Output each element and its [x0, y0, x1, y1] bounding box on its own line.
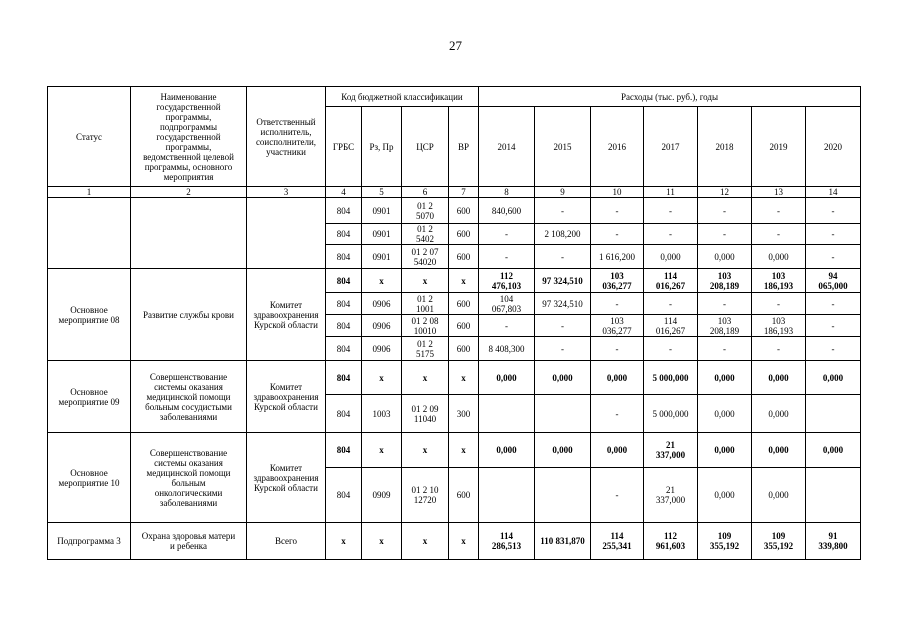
vr-cell: 600	[449, 224, 479, 245]
expense-2020-cell	[806, 361, 861, 395]
expense-2019-value: 0,000	[768, 445, 789, 455]
expense-2015-cell	[535, 269, 591, 293]
expense-2019-cell	[752, 293, 806, 315]
expense-2019-value: 103 186,193	[763, 315, 794, 336]
executor-cell: Комитет здравоохранения Курской области	[247, 361, 326, 433]
expense-2015-cell	[535, 433, 591, 468]
program-name-cell: Развитие службы крови	[131, 269, 247, 361]
expense-2015-cell	[535, 198, 591, 224]
expense-2014-value: 0,000	[496, 372, 517, 383]
rzpr-cell: 1003	[362, 395, 402, 433]
expense-2017-cell	[644, 361, 698, 395]
rzpr-cell: x	[362, 361, 402, 395]
csr-cell	[402, 269, 449, 293]
vr-cell: x	[449, 269, 479, 293]
rzpr-header: Рз, Пр	[362, 107, 402, 187]
csr-code: 01 2 09 11040	[411, 403, 439, 424]
expense-2019-cell	[752, 395, 806, 433]
expense-2018-cell	[698, 523, 752, 560]
expense-2017-value: -	[669, 229, 673, 239]
expense-2017-cell	[644, 198, 698, 224]
expense-2019-cell	[752, 337, 806, 361]
expense-2014-cell	[479, 224, 535, 245]
column-number: 3	[247, 187, 326, 198]
expense-2020-value: -	[831, 298, 835, 309]
vr-cell: 300	[449, 395, 479, 433]
csr-cell	[402, 198, 449, 224]
csr-cell	[402, 337, 449, 361]
grbs-cell: 804	[326, 198, 362, 224]
expense-2016-value: 114 255,341	[602, 531, 632, 551]
column-number: 12	[698, 187, 752, 198]
program-name-cell: Совершенствование системы оказания медицинской помощи больным сосудистыми заболеваниями	[131, 361, 247, 433]
expense-2015-value: 2 108,200	[544, 229, 581, 239]
expense-2019-value: -	[777, 298, 781, 309]
grbs-cell: 804	[326, 433, 362, 468]
expense-2018-cell	[698, 269, 752, 293]
vr-cell: 600	[449, 293, 479, 315]
expense-2018-value: 0,000	[714, 445, 735, 455]
expense-2018-cell	[698, 315, 752, 337]
expense-2016-cell	[591, 269, 644, 293]
expense-2014-value: 840,600	[491, 205, 522, 216]
expense-2020-value: 94 065,000	[818, 270, 848, 291]
expense-2018-cell	[698, 395, 752, 433]
expense-2017-value: 0,000	[660, 251, 681, 262]
executor-header: Ответственный исполнитель, соисполнители, участники	[247, 87, 326, 187]
rzpr-cell: x	[362, 433, 402, 468]
column-number: 11	[644, 187, 698, 198]
expense-2020-cell	[806, 224, 861, 245]
table-body	[48, 198, 861, 560]
year-2020-header: 2020	[806, 107, 861, 187]
column-numbers-row	[48, 187, 861, 198]
year-2019-header: 2019	[752, 107, 806, 187]
csr-code: 01 2 5402	[416, 224, 434, 244]
expense-2017-cell	[644, 269, 698, 293]
expense-2016-value: -	[615, 490, 619, 500]
expenses-header: Расходы (тыс. руб.), годы	[479, 87, 861, 107]
expense-2019-cell	[752, 269, 806, 293]
grbs-cell: x	[326, 523, 362, 560]
grbs-cell: 804	[326, 337, 362, 361]
expense-2017-value: -	[669, 298, 673, 309]
total-row	[48, 523, 861, 560]
expense-2020-value: 0,000	[822, 372, 844, 383]
expense-2019-value: 0,000	[768, 251, 789, 262]
csr-code: x	[422, 372, 428, 383]
column-number: 10	[591, 187, 644, 198]
status-header: Статус	[48, 87, 131, 187]
expense-2017-cell	[644, 395, 698, 433]
rzpr-cell: 0906	[362, 337, 402, 361]
expense-2015-value: 110 831,870	[540, 536, 585, 546]
expense-2020-value: -	[831, 251, 835, 262]
status-cell: Основное мероприятие 08	[48, 269, 131, 361]
year-2014-header: 2014	[479, 107, 535, 187]
expense-2019-value: -	[777, 343, 781, 354]
expense-2015-cell	[535, 361, 591, 395]
year-2016-header: 2016	[591, 107, 644, 187]
expense-2018-value: 0,000	[714, 490, 735, 500]
expense-2014-cell	[479, 361, 535, 395]
expense-2014-value: -	[505, 229, 509, 239]
expense-2016-value: -	[615, 298, 619, 309]
year-2015-header: 2015	[535, 107, 591, 187]
header-row-top	[48, 87, 861, 107]
csr-cell	[402, 245, 449, 269]
expense-2017-value: 112 961,603	[655, 531, 686, 551]
expense-2015-cell	[535, 315, 591, 337]
grbs-cell: 804	[326, 395, 362, 433]
vr-header: ВР	[449, 107, 479, 187]
expense-2020-cell	[806, 269, 861, 293]
expense-2018-cell	[698, 361, 752, 395]
csr-cell	[402, 523, 449, 560]
column-number: 5	[362, 187, 402, 198]
grbs-cell: 804	[326, 224, 362, 245]
status-cell: Основное мероприятие 09	[48, 361, 131, 433]
expense-2015-cell	[535, 293, 591, 315]
grbs-cell: 804	[326, 315, 362, 337]
vr-cell: 600	[449, 245, 479, 269]
column-number: 13	[752, 187, 806, 198]
expense-2016-value: -	[615, 343, 619, 354]
expense-2020-cell	[806, 433, 861, 468]
expense-2019-cell	[752, 361, 806, 395]
expense-2015-cell	[535, 224, 591, 245]
expense-2016-cell	[591, 468, 644, 523]
expense-2020-cell	[806, 293, 861, 315]
rzpr-cell: 0909	[362, 468, 402, 523]
executor-cell	[247, 198, 326, 269]
csr-code: 01 2 10 12720	[411, 485, 439, 505]
expense-2017-cell	[644, 245, 698, 269]
expense-2018-value: 0,000	[714, 372, 735, 383]
expense-2016-cell	[591, 395, 644, 433]
executor-cell: Комитет здравоохранения Курской области	[247, 433, 326, 523]
expense-2018-value: -	[723, 343, 727, 354]
csr-cell	[402, 315, 449, 337]
expense-2020-value: -	[831, 343, 835, 354]
column-number: 9	[535, 187, 591, 198]
csr-header: ЦСР	[402, 107, 449, 187]
expense-2020-value: 0,000	[822, 445, 844, 455]
program-name-cell: Совершенствование системы оказания медицинской помощи больным онкологическими заболеваниями	[131, 433, 247, 523]
expense-2016-value: -	[615, 408, 619, 419]
expense-2014-cell	[479, 468, 535, 523]
expense-2015-value: -	[561, 343, 565, 354]
expense-2014-cell	[479, 198, 535, 224]
rzpr-cell: 0901	[362, 224, 402, 245]
expense-2019-value: -	[777, 229, 781, 239]
column-number: 2	[131, 187, 247, 198]
expense-2017-value: 114 016,267	[655, 270, 686, 291]
expense-2016-cell	[591, 293, 644, 315]
expense-2020-value: 91 339,800	[818, 531, 848, 551]
expense-2020-cell	[806, 395, 861, 433]
year-2017-header: 2017	[644, 107, 698, 187]
expense-2018-value: 103 208,189	[709, 315, 740, 336]
expense-2017-value: 5 000,000	[652, 372, 689, 383]
grbs-cell: 804	[326, 245, 362, 269]
expense-2015-value: -	[561, 251, 565, 262]
csr-code: 01 2 08 10010	[411, 315, 439, 336]
expense-2018-cell	[698, 433, 752, 468]
vr-cell: x	[449, 361, 479, 395]
year-2018-header: 2018	[698, 107, 752, 187]
expense-2014-cell	[479, 337, 535, 361]
csr-code: x	[422, 445, 428, 455]
expense-2014-value: 0,000	[496, 445, 517, 455]
expense-2018-cell	[698, 468, 752, 523]
grbs-cell: 804	[326, 361, 362, 395]
expense-2018-value: 109 355,192	[709, 531, 740, 551]
column-number: 4	[326, 187, 362, 198]
expense-2020-cell	[806, 198, 861, 224]
expense-2014-value: 112 476,103	[491, 270, 522, 291]
expense-2016-cell	[591, 523, 644, 560]
expense-2018-value: -	[723, 298, 727, 309]
expense-2017-cell	[644, 224, 698, 245]
csr-cell	[402, 361, 449, 395]
expense-2017-cell	[644, 315, 698, 337]
expense-2015-cell	[535, 523, 591, 560]
page-number: 27	[449, 38, 462, 53]
vr-cell: 600	[449, 468, 479, 523]
expense-2019-cell	[752, 523, 806, 560]
csr-code: x	[422, 275, 428, 286]
expense-2019-cell	[752, 245, 806, 269]
vr-cell: 600	[449, 337, 479, 361]
vr-cell: 600	[449, 315, 479, 337]
grbs-cell: 804	[326, 293, 362, 315]
executor-cell: Всего	[247, 523, 326, 560]
expense-2018-value: -	[723, 229, 727, 239]
grbs-cell: 804	[326, 468, 362, 523]
vr-cell: 600	[449, 198, 479, 224]
status-cell: Подпрограмма 3	[48, 523, 131, 560]
vr-cell: x	[449, 433, 479, 468]
program-name-header: Наименование государственной программы, подпрограммы государственной программы, ведомственной целевой программы, основного мероприятия	[131, 87, 247, 187]
expense-2017-value: 114 016,267	[655, 315, 686, 336]
total-row	[48, 433, 861, 468]
rzpr-cell: 0906	[362, 293, 402, 315]
expense-2016-cell	[591, 433, 644, 468]
expense-2017-value: -	[669, 205, 673, 216]
expense-2017-cell	[644, 523, 698, 560]
expense-2016-value: -	[615, 229, 619, 239]
expense-2014-value: -	[505, 320, 509, 331]
expense-2015-cell	[535, 395, 591, 433]
expense-2015-value: 97 324,510	[542, 275, 583, 286]
status-cell	[48, 198, 131, 269]
csr-cell	[402, 395, 449, 433]
expense-2017-value: 21 337,000	[655, 440, 686, 460]
expense-2019-value: 109 355,192	[763, 531, 794, 551]
expense-2015-value: -	[561, 205, 565, 216]
expense-2019-cell	[752, 198, 806, 224]
expense-2020-cell	[806, 245, 861, 269]
status-cell: Основное мероприятие 10	[48, 433, 131, 523]
csr-cell	[402, 433, 449, 468]
expense-2015-value: 97 324,510	[542, 298, 583, 309]
expense-2019-cell	[752, 433, 806, 468]
expense-2019-value: 103 186,193	[763, 270, 794, 291]
rzpr-cell: x	[362, 523, 402, 560]
expense-2018-cell	[698, 224, 752, 245]
expense-2016-cell	[591, 245, 644, 269]
expense-2017-cell	[644, 468, 698, 523]
expense-2014-cell	[479, 245, 535, 269]
expense-2016-cell	[591, 337, 644, 361]
rzpr-cell: 0901	[362, 245, 402, 269]
expense-2015-value: 0,000	[552, 445, 573, 455]
grbs-header: ГРБС	[326, 107, 362, 187]
expense-2019-cell	[752, 468, 806, 523]
rzpr-cell: x	[362, 269, 402, 293]
column-number: 8	[479, 187, 535, 198]
csr-cell	[402, 468, 449, 523]
expense-2014-value: 8 408,300	[488, 343, 525, 354]
expense-2020-cell	[806, 337, 861, 361]
expense-2014-cell	[479, 433, 535, 468]
csr-cell	[402, 293, 449, 315]
expense-2018-cell	[698, 245, 752, 269]
expense-2015-cell	[535, 337, 591, 361]
column-number: 14	[806, 187, 861, 198]
rzpr-cell: 0906	[362, 315, 402, 337]
expense-2014-value: 114 286,513	[491, 531, 522, 551]
table-header	[48, 87, 861, 198]
csr-cell	[402, 224, 449, 245]
expense-2020-value: -	[831, 205, 835, 216]
expense-2015-value: -	[561, 320, 565, 331]
csr-code: 01 2 1001	[416, 293, 434, 314]
expense-2017-cell	[644, 337, 698, 361]
expense-2015-cell	[535, 245, 591, 269]
expense-2014-value: -	[505, 251, 509, 262]
expense-2016-cell	[591, 198, 644, 224]
expense-2015-cell	[535, 468, 591, 523]
expense-2014-value: 104 067,803	[491, 293, 522, 314]
expense-2019-value: 0,000	[768, 490, 789, 500]
budget-code-header: Код бюджетной классификации	[326, 87, 479, 107]
program-name-cell: Охрана здоровья матери и ребенка	[131, 523, 247, 560]
vr-cell: x	[449, 523, 479, 560]
expense-2020-cell	[806, 468, 861, 523]
expense-2016-value: 0,000	[606, 445, 628, 455]
expense-2020-cell	[806, 523, 861, 560]
expense-2018-cell	[698, 293, 752, 315]
csr-code: 01 2 5070	[416, 200, 434, 221]
expense-2018-cell	[698, 198, 752, 224]
expense-2017-value: 21 337,000	[655, 485, 686, 505]
expense-2020-cell	[806, 315, 861, 337]
total-row	[48, 269, 861, 293]
csr-code: x	[422, 536, 428, 546]
expense-2016-value: 103 036,277	[602, 315, 632, 336]
expense-2019-cell	[752, 315, 806, 337]
expense-2018-value: 0,000	[714, 408, 735, 419]
expense-2016-value: 0,000	[606, 372, 628, 383]
total-row	[48, 361, 861, 395]
expense-2019-value: 0,000	[768, 408, 789, 419]
expense-2016-cell	[591, 224, 644, 245]
program-name-cell	[131, 198, 247, 269]
expense-2016-value: -	[615, 205, 619, 216]
expense-2016-value: 103 036,277	[602, 270, 632, 291]
expense-2017-cell	[644, 293, 698, 315]
expense-2016-cell	[591, 315, 644, 337]
csr-code: 01 2 5175	[416, 338, 434, 359]
expense-2014-cell	[479, 269, 535, 293]
expense-2014-cell	[479, 293, 535, 315]
executor-cell: Комитет здравоохранения Курской области	[247, 269, 326, 361]
expense-2018-value: -	[723, 205, 727, 216]
rzpr-cell: 0901	[362, 198, 402, 224]
csr-code: 01 2 07 54020	[411, 246, 439, 267]
expense-2016-cell	[591, 361, 644, 395]
expense-2019-value: -	[777, 205, 781, 216]
budget-table	[47, 86, 861, 560]
expense-2014-cell	[479, 395, 535, 433]
expense-2018-value: 103 208,189	[709, 270, 740, 291]
grbs-cell: 804	[326, 269, 362, 293]
expense-2017-cell	[644, 433, 698, 468]
column-number: 7	[449, 187, 479, 198]
table-row	[48, 198, 861, 224]
expense-2017-value: 5 000,000	[652, 408, 689, 419]
expense-2018-value: 0,000	[714, 251, 735, 262]
expense-2014-cell	[479, 315, 535, 337]
expense-2015-value: 0,000	[552, 372, 573, 383]
expense-2017-value: -	[669, 343, 673, 354]
column-number: 1	[48, 187, 131, 198]
expense-2020-value: -	[831, 229, 835, 239]
expense-2018-cell	[698, 337, 752, 361]
expense-2020-value: -	[831, 320, 835, 331]
expense-2019-value: 0,000	[768, 372, 789, 383]
column-number: 6	[402, 187, 449, 198]
expense-2019-cell	[752, 224, 806, 245]
expense-2016-value: 1 616,200	[599, 251, 636, 262]
expense-2014-cell	[479, 523, 535, 560]
